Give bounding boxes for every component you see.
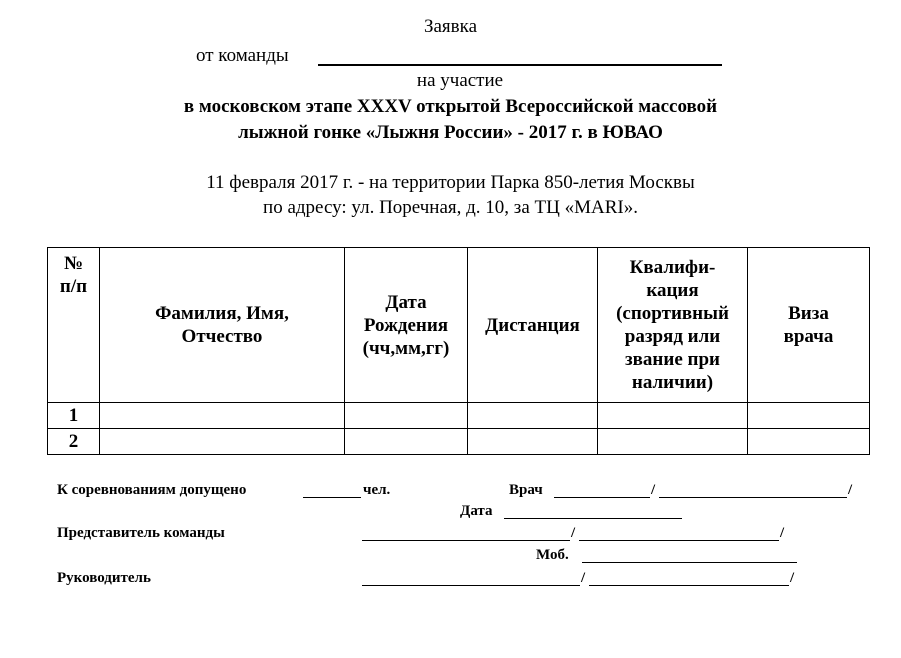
race-line: лыжной гонке «Лыжня России» - 2017 г. в ЮВАО: [238, 122, 663, 143]
row-number: 1: [48, 403, 100, 429]
cell-full-name[interactable]: [100, 429, 345, 455]
table-row: [48, 403, 870, 429]
cell-birth-date[interactable]: [345, 403, 468, 429]
event-address-line: по адресу: ул. Поречная, д. 10, за ТЦ «MARI».: [263, 197, 638, 218]
representative-slash-1: /: [571, 525, 576, 541]
representative-label: Представитель команды: [57, 525, 225, 541]
cell-distance[interactable]: [468, 403, 598, 429]
cell-distance[interactable]: [468, 429, 598, 455]
header-number: № п/п: [48, 248, 100, 403]
head-slash-1: /: [581, 570, 586, 586]
stage-line: в московском этапе XXXV открытой Всероссийской массовой: [183, 96, 718, 117]
representative-name-field[interactable]: [579, 540, 779, 541]
header-birth-date: Дата Рождения (чч,мм,гг): [345, 248, 468, 403]
team-name-field[interactable]: [318, 64, 722, 66]
date-label: Дата: [460, 503, 493, 519]
header-qualification: Квалифи- кация (спортивный разряд или звание при наличии): [598, 248, 748, 403]
header-full-name: Фамилия, Имя, Отчество: [100, 248, 345, 403]
participants-table: [47, 247, 870, 455]
representative-slash-2: /: [780, 525, 785, 541]
doctor-slash-2: /: [848, 482, 853, 498]
doctor-slash-1: /: [651, 482, 656, 498]
mobile-label: Моб.: [536, 547, 569, 563]
header-doctor-visa: Виза врача: [748, 248, 870, 403]
people-suffix: чел.: [363, 482, 391, 498]
table-row: [48, 429, 870, 455]
doctor-signature-field[interactable]: [554, 497, 650, 498]
head-signature-field[interactable]: [362, 585, 580, 586]
event-date-line: 11 февраля 2017 г. - на территории Парка 850-летия Москвы: [206, 172, 695, 193]
head-label: Руководитель: [57, 570, 151, 586]
form-title: Заявка: [423, 16, 478, 37]
admitted-count-field[interactable]: [303, 497, 361, 498]
row-number: 2: [48, 429, 100, 455]
doctor-label: Врач: [509, 482, 543, 498]
from-team-label: от команды: [196, 45, 289, 66]
cell-qualification[interactable]: [598, 403, 748, 429]
cell-qualification[interactable]: [598, 429, 748, 455]
participation-label: на участие: [416, 70, 504, 91]
admitted-label: К соревнованиям допущено: [57, 482, 247, 498]
date-field[interactable]: [504, 518, 682, 519]
doctor-name-field[interactable]: [659, 497, 847, 498]
header-distance: Дистанция: [468, 248, 598, 403]
cell-doctor-visa[interactable]: [748, 403, 870, 429]
representative-signature-field[interactable]: [362, 540, 570, 541]
cell-birth-date[interactable]: [345, 429, 468, 455]
table-header-row: [48, 248, 870, 403]
mobile-field[interactable]: [582, 562, 797, 563]
head-name-field[interactable]: [589, 585, 789, 586]
cell-doctor-visa[interactable]: [748, 429, 870, 455]
cell-full-name[interactable]: [100, 403, 345, 429]
head-slash-2: /: [790, 570, 795, 586]
